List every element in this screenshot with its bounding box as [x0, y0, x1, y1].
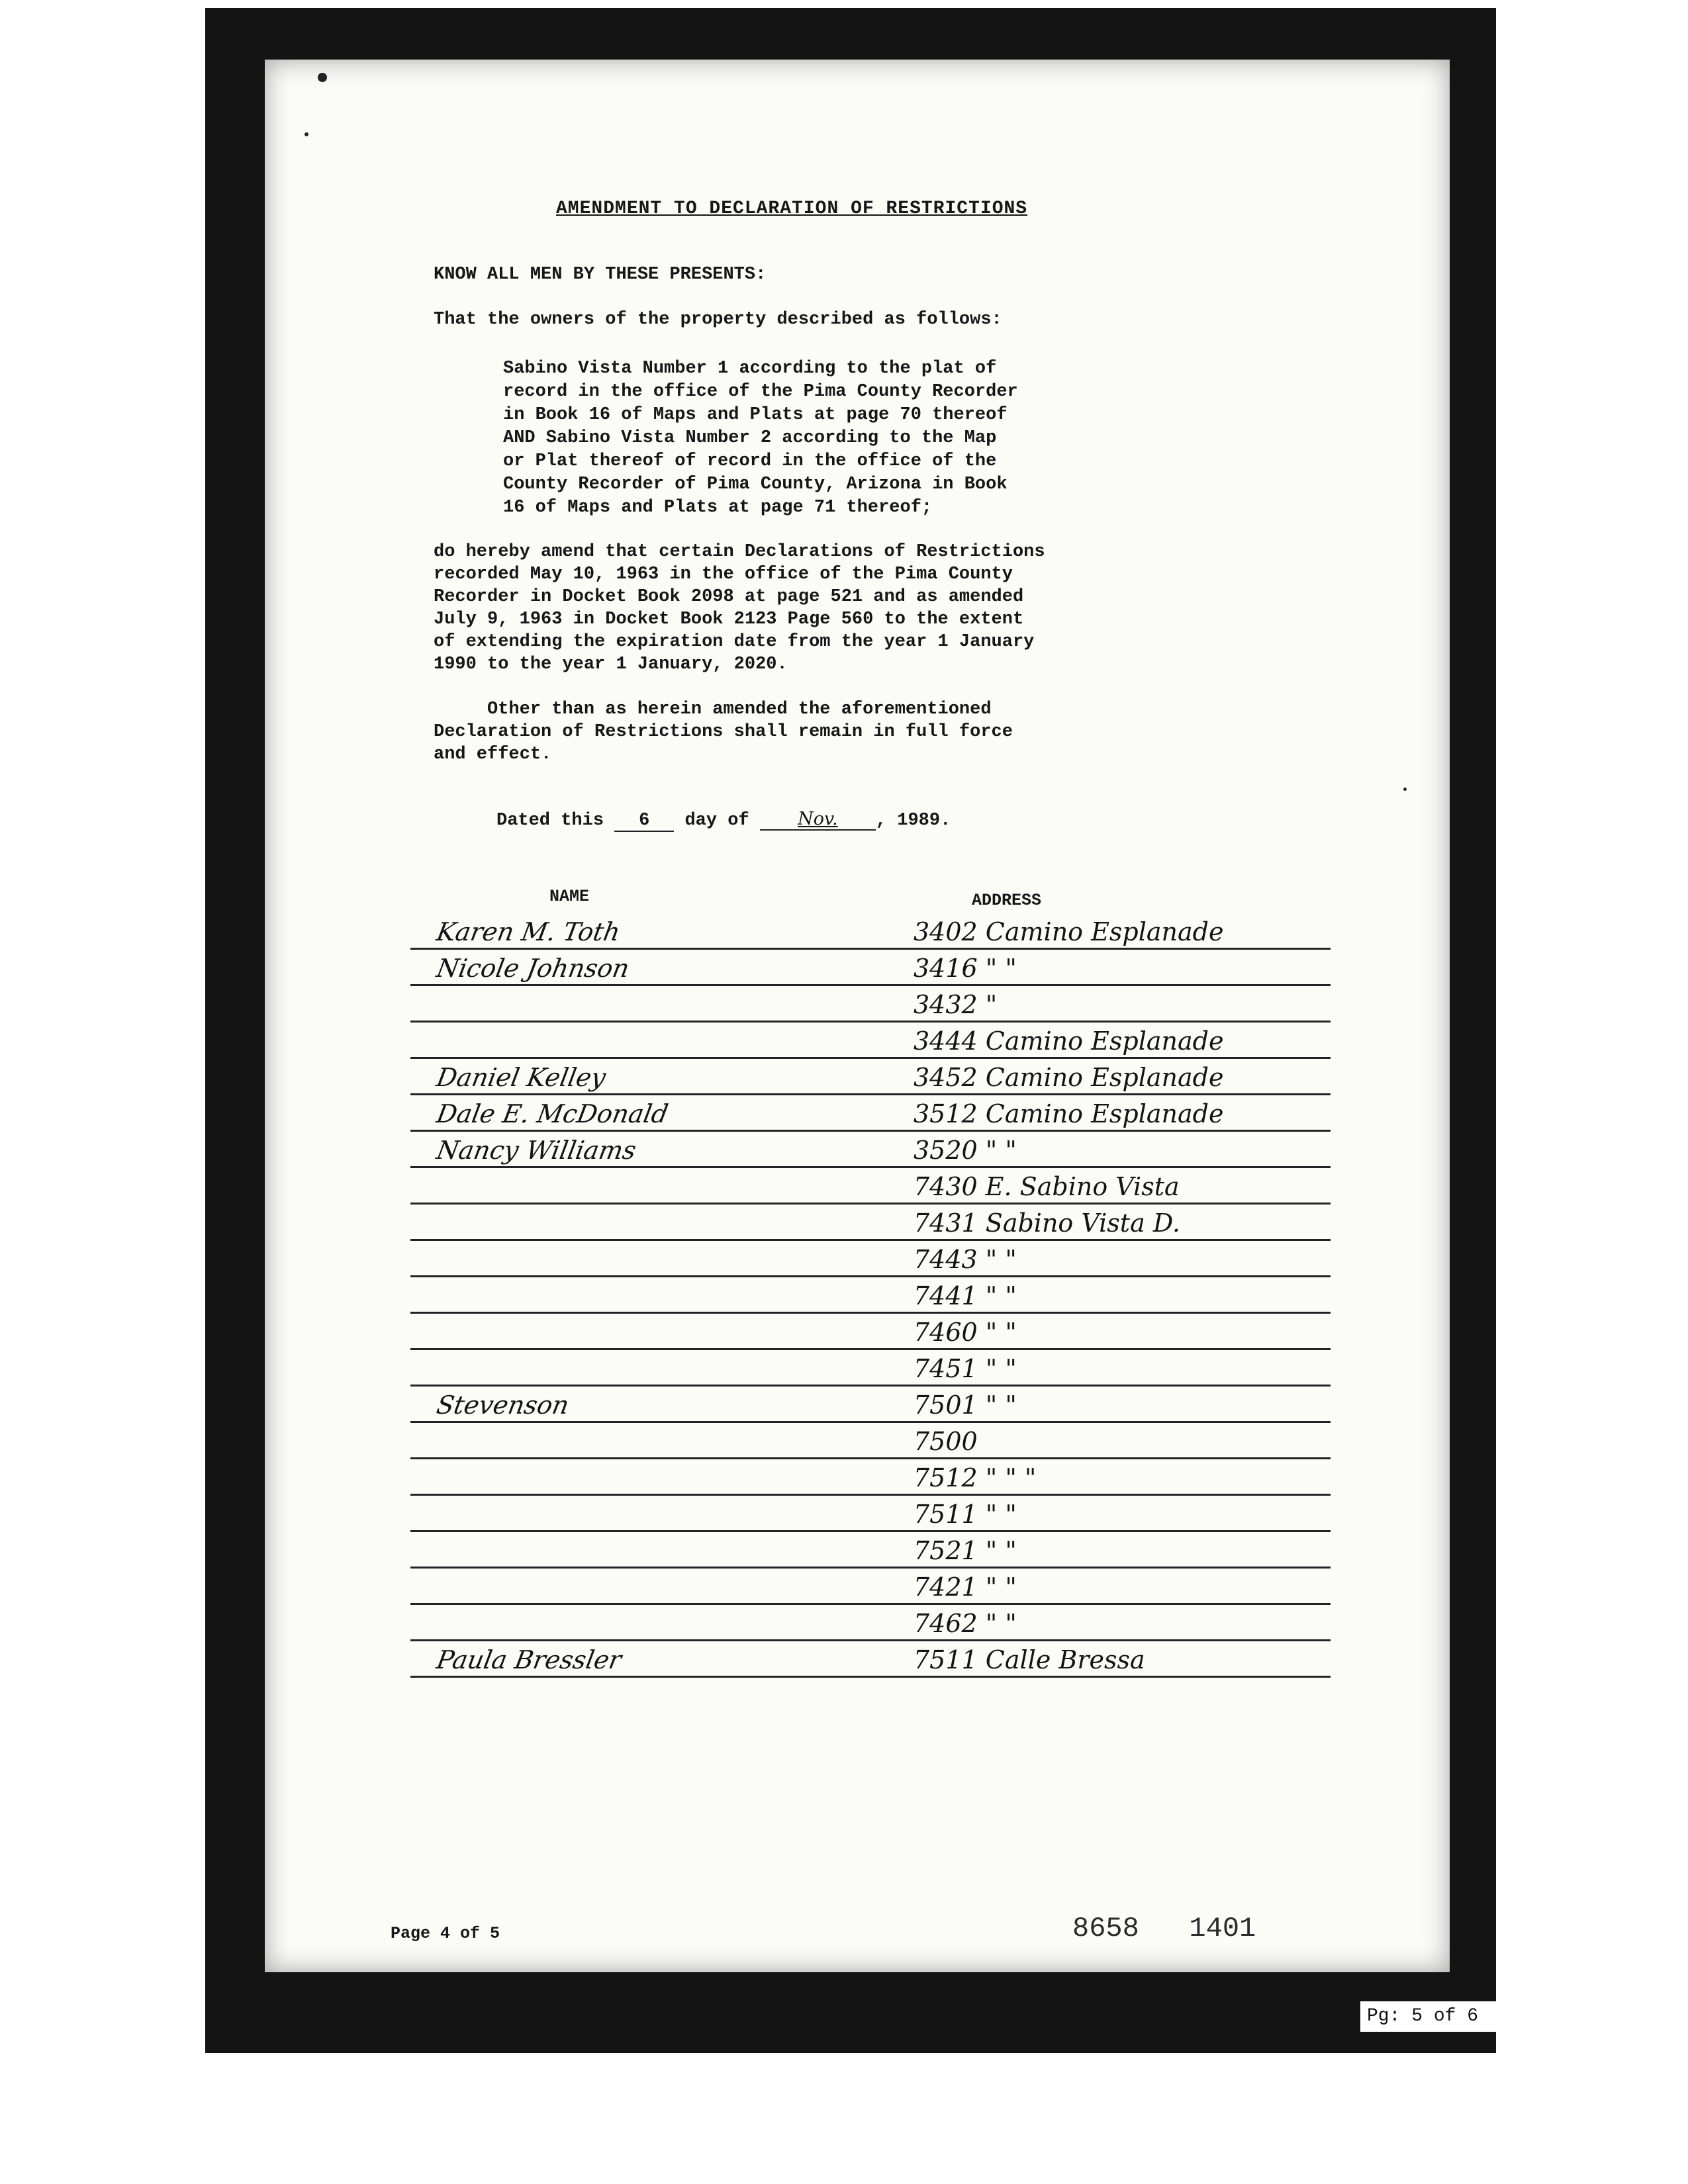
- signature-row: [410, 1569, 1331, 1605]
- signature-row: [410, 1459, 1331, 1496]
- signature-table: [410, 913, 1331, 1678]
- amendment-line: recorded May 10, 1963 in the office of the Pima County: [434, 565, 1013, 584]
- signature-address: 7431 Sabino Vista D.: [914, 1208, 1181, 1238]
- amendment-line: do hereby amend that certain Declarations of Restrictions: [434, 542, 1045, 562]
- other-paragraph: [434, 698, 1360, 766]
- pg-indicator: Pg: 5 of 6: [1360, 2001, 1546, 2032]
- signature-row: [410, 950, 1331, 986]
- property-line: 16 of Maps and Plats at page 71 thereof;: [503, 498, 933, 518]
- signature-row: [410, 1532, 1331, 1569]
- scan-speck: [318, 73, 327, 82]
- dated-month-field: Nov.: [760, 809, 876, 831]
- page-number-label: Page 4 of 5: [391, 1924, 500, 1943]
- signature-name: Nicole Johnson: [434, 954, 632, 983]
- signature-row: [410, 1277, 1331, 1314]
- signature-row: [410, 1241, 1331, 1277]
- salutation: KNOW ALL MEN BY THESE PRESENTS:: [434, 265, 767, 285]
- signature-address: 3520 " ": [914, 1136, 1017, 1165]
- address-column-header: ADDRESS: [972, 891, 1042, 910]
- property-line: in Book 16 of Maps and Plats at page 70 thereof: [503, 405, 1008, 425]
- signature-row: [410, 913, 1331, 950]
- document-title: AMENDMENT TO DECLARATION OF RESTRICTIONS: [556, 199, 1028, 219]
- signature-address: 3512 Camino Esplanade: [914, 1099, 1224, 1128]
- amendment-line: Recorder in Docket Book 2098 at page 521 and as amended: [434, 587, 1024, 607]
- signature-address: 7500: [914, 1427, 978, 1456]
- dated-line: [496, 809, 951, 832]
- property-line: County Recorder of Pima County, Arizona in Book: [503, 475, 1008, 494]
- signature-name: Stevenson: [434, 1390, 571, 1420]
- signature-row: [410, 1605, 1331, 1641]
- signature-row: [410, 1095, 1331, 1132]
- dated-suffix: , 1989.: [875, 811, 951, 831]
- intro-line: That the owners of the property described as follows:: [434, 310, 1002, 330]
- signature-address: 7441 " ": [914, 1281, 1017, 1310]
- signature-address: 7511 Calle Bressa: [914, 1645, 1145, 1674]
- dated-middle: day of: [684, 811, 749, 831]
- name-column-header: NAME: [549, 887, 590, 906]
- amendment-line: July 9, 1963 in Docket Book 2123 Page 560 to the extent: [434, 610, 1024, 629]
- signature-row: [410, 1205, 1331, 1241]
- property-description: [503, 357, 1297, 520]
- dated-prefix: Dated this: [496, 811, 604, 831]
- signature-row: [410, 1423, 1331, 1459]
- signature-row: [410, 986, 1331, 1023]
- signature-address: 7501 " ": [914, 1390, 1017, 1420]
- signature-address: 3416 " ": [914, 954, 1017, 983]
- other-line: Other than as herein amended the aforementioned: [434, 700, 992, 719]
- signature-name: Karen M. Toth: [434, 917, 623, 946]
- signature-row: [410, 1641, 1331, 1678]
- signature-address: 3444 Camino Esplanade: [914, 1026, 1224, 1056]
- signature-name: Daniel Kelley: [434, 1063, 608, 1092]
- scan-speck: [305, 132, 308, 136]
- signature-name: Dale E. McDonald: [434, 1099, 671, 1128]
- signature-address: 7521 " ": [914, 1536, 1017, 1565]
- signature-address: 7451 " ": [914, 1354, 1017, 1383]
- signature-address: 3402 Camino Esplanade: [914, 917, 1224, 946]
- signature-address: 7421 " ": [914, 1572, 1017, 1602]
- signature-name: Nancy Williams: [434, 1136, 639, 1165]
- property-line: AND Sabino Vista Number 2 according to the Map: [503, 428, 997, 448]
- signature-row: [410, 1023, 1331, 1059]
- signature-row: [410, 1132, 1331, 1168]
- signature-address: 3452 Camino Esplanade: [914, 1063, 1224, 1092]
- signature-address: 7511 " ": [914, 1500, 1017, 1529]
- signature-row: [410, 1059, 1331, 1095]
- signature-row: [410, 1350, 1331, 1387]
- other-line: Declaration of Restrictions shall remain in full force: [434, 722, 1013, 742]
- signature-row: [410, 1496, 1331, 1532]
- recording-number: 8658 1401: [1072, 1913, 1256, 1944]
- other-line: and effect.: [434, 745, 552, 764]
- amendment-paragraph: [434, 541, 1360, 676]
- signature-name: Paula Bressler: [434, 1645, 624, 1674]
- scan-speck: [1403, 788, 1407, 791]
- signature-address: 7430 E. Sabino Vista: [914, 1172, 1180, 1201]
- signature-row: [410, 1387, 1331, 1423]
- signature-address: 7460 " ": [914, 1318, 1017, 1347]
- property-line: Sabino Vista Number 1 according to the plat of: [503, 359, 997, 379]
- property-line: record in the office of the Pima County Recorder: [503, 382, 1018, 402]
- dated-day-field: 6: [614, 811, 674, 832]
- amendment-line: 1990 to the year 1 January, 2020.: [434, 655, 788, 674]
- signature-address: 7443 " ": [914, 1245, 1017, 1274]
- signature-row: [410, 1168, 1331, 1205]
- signature-row: [410, 1314, 1331, 1350]
- amendment-line: of extending the expiration date from the year 1 January: [434, 632, 1035, 652]
- signature-address: 3432 ": [914, 990, 998, 1019]
- signature-address: 7512 " " ": [914, 1463, 1037, 1492]
- signature-address: 7462 " ": [914, 1609, 1017, 1638]
- property-line: or Plat thereof of record in the office of the: [503, 451, 997, 471]
